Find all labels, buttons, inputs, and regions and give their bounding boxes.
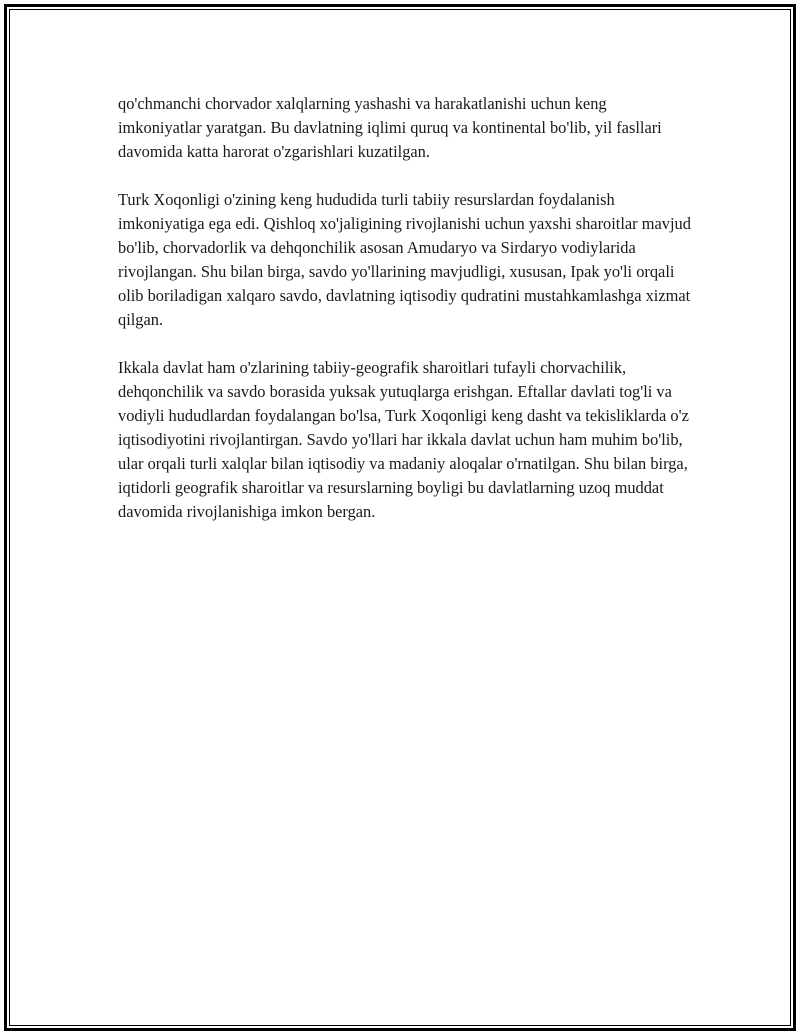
document-body: [118, 92, 693, 548]
paragraph-2: Turk Xoqonligi o'zining keng hududida turli tabiiy resurslardan foydalanish imkoniyatiga ega edi. Qishloq xo'jaligining rivojlanishi uchun yaxshi sharoitlar mavjud bo'lib, chorvadorlik va dehqonchilik asosan Amudaryo va Sirdaryo vodiylarida rivojlangan. Shu bilan birga, savdo yo'llarining mavjudligi, xususan, Ipak yo'li orqali olib boriladigan xalqaro savdo, davlatning iqtisodiy qudratini mustahkamlashga xizmat qilgan.: [118, 190, 691, 329]
paragraph-1: qo'chmanchi chorvador xalqlarning yashashi va harakatlanishi uchun keng imkoniyatlar yaratgan. Bu davlatning iqlimi quruq va kontinental bo'lib, yil fasllari davomida katta harorat o'zgarishlari kuzatilgan.: [118, 94, 662, 161]
paragraph-3: Ikkala davlat ham o'zlarining tabiiy-geografik sharoitlari tufayli chorvachilik, dehqonchilik va savdo borasida yuksak yutuqlarga erishgan. Eftallar davlati tog'li va vodiyli hududlardan foydalangan bo'lsa, Turk Xoqonligi keng dasht va tekisliklarda o'z iqtisodiyotini rivojlantirgan. Savdo yo'llari har ikkala davlat uchun ham muhim bo'lib, ular orqali turli xalqlar bilan iqtisodiy va madaniy aloqalar o'rnatilgan. Shu bilan birga, iqtidorli geografik sharoitlar va resurslarning boyligi bu davlatlarning uzoq muddat davomida rivojlanishiga imkon bergan.: [118, 358, 689, 521]
